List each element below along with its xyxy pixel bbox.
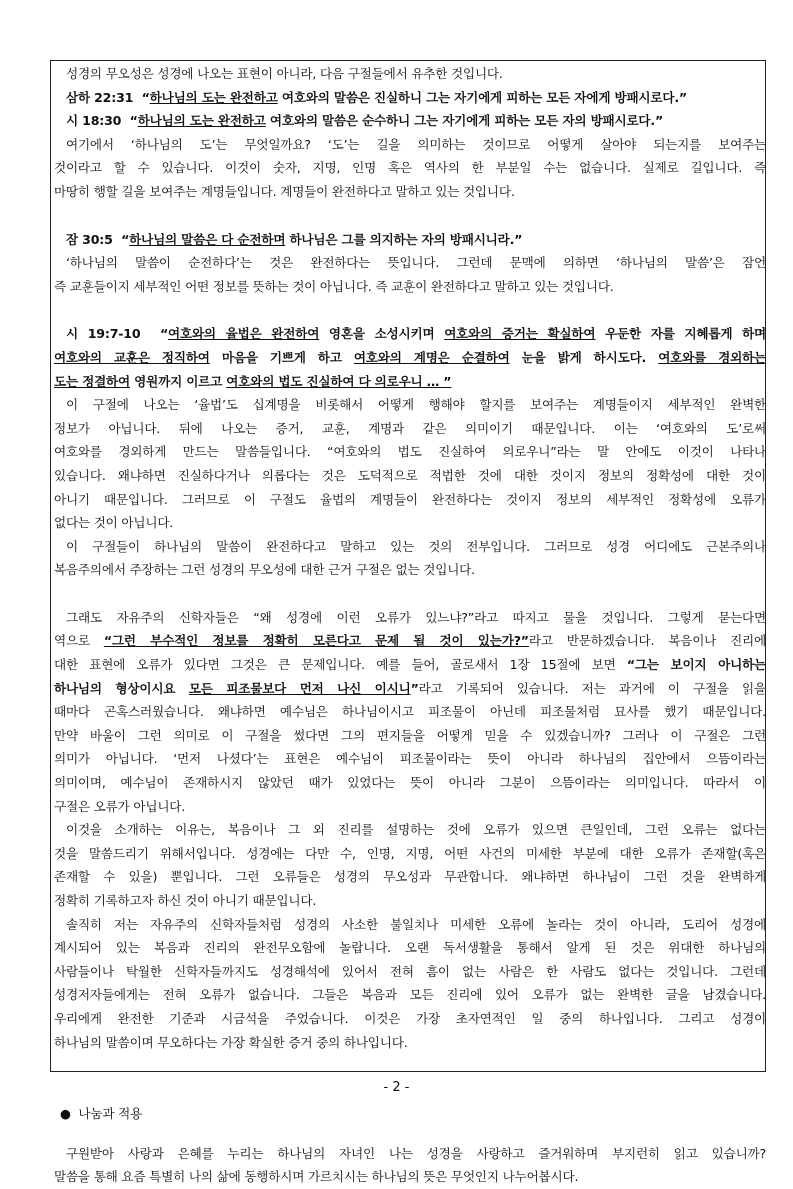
verse-ps-19-7-10-line1: 시 19:7-10 “여호와의 율법은 완전하여 영혼을 소성시키며 여호와의 증거는 확실하여 우둔한 자를 지혜롭게 하며	[66, 326, 766, 342]
page-number: - 2 -	[383, 1080, 410, 1095]
paragraph-line: 말씀을 통해 요즘 특별히 나의 삶에 동행하시며 가르치시는 하나님의 뜻은 무엇인지 나누어봅시다.	[54, 1169, 579, 1185]
paragraph-line: 아니기 때문입니다. 그러므로 이 구절도 율법의 계명들이 완전하다는 것이지 정보의 세부적인 정확성에 오류가	[54, 491, 766, 507]
paragraph-line: 의미이며, 예수님이 존재하시지 않았던 때가 있었다는 뜻이 아니라 그분이 으뜸이라는 의미입니다. 따라서 이	[54, 775, 766, 791]
paragraph-line: 하나님의 형상이시요 모든 피조물보다 먼저 나신 이시니”라고 기록되어 있습니다. 저는 과거에 이 구절을 읽을	[54, 680, 766, 696]
paragraph-line: 솔직히 저는 자유주의 신학자들처럼 성경의 사소한 불일치나 미세한 오류에 놀라는 것이 아니라, 도리어 성경에	[66, 916, 766, 932]
paragraph-line: ‘하나님의 말씀이 순전하다’는 것은 완전하다는 뜻입니다. 그런데 문맥에 의하면 ‘하나님의 말씀’은 잠언	[66, 255, 766, 271]
paragraph-line: 하나님의 말씀이며 무오하다는 가장 확실한 증거 중의 하나입니다.	[54, 1034, 408, 1050]
paragraph-line: 즉 교훈들이지 세부적인 어떤 정보를 뜻하는 것이 아닙니다. 즉 교훈이 완전하다고 말하고 있는 것입니다.	[54, 278, 614, 294]
paragraph-line: 그래도 자유주의 신학자들은 “왜 성경에 이런 오류가 있느냐?”라고 따지고 물을 것입니다. 그렇게 묻는다면	[66, 609, 766, 625]
paragraph-line: 여호와를 경외하게 만드는 말씀들입니다. “여호와의 법도 진실하여 의로우니”라는 말 안에도 이것이 나타나	[54, 444, 766, 460]
paragraph-line: 이 구절에 나오는 ‘율법’도 십계명을 비롯해서 어떻게 행해야 할지를 보여주는 계명들이지 세부적인 완벽한	[66, 397, 766, 413]
paragraph-line: 의미가 아닙니다. ‘먼저 나셨다’는 표현은 예수님이 피조물이라는 뜻이 아니라 하나님의 집안에서 으뜸이라는	[54, 751, 766, 767]
paragraph-line: 없다는 것이 아닙니다.	[54, 515, 174, 531]
paragraph-line: 것이라고 할 수 있습니다. 이것이 숫자, 지명, 인명 혹은 역사의 한 부분일 수는 없습니다. 실제로 길입니다. 즉	[54, 160, 766, 176]
paragraph-line: 복음주의에서 주장하는 그런 성경의 무오성에 대한 근거 구절은 없는 것입니다.	[54, 562, 475, 578]
paragraph-line: 우리에게 완전한 기준과 시금석을 주었습니다. 이것은 가장 초자연적인 일 중의 하나입니다. 그리고 성경이	[54, 1010, 766, 1026]
paragraph-line: 있습니다. 왜냐하면 진실하다거나 의롭다는 것은 도덕적으로 적법한 것에 대한 것이지 정보의 정확성에 대한 것이	[54, 467, 766, 483]
document-body	[54, 62, 766, 1189]
verse-2sam-22-31: 삼하 22:31 “하나님의 도는 완전하고 여호와의 말씀은 진실하니 그는 자기에게 피하는 모든 자에게 방패시로다.”	[66, 89, 687, 105]
verse-ps-18-30: 시 18:30 “하나님의 도는 완전하고 여호와의 말씀은 순수하니 그는 자기에게 피하는 모든 자의 방패시로다.”	[66, 113, 664, 129]
paragraph-line: 존재할 수 있을) 뿐입니다. 그런 오류들은 성경의 무오성과 무관합니다. 왜냐하면 하나님이 그런 것을 완벽하게	[54, 869, 766, 885]
verse-ps-19-7-10-line3: 도는 정결하여 영원까지 이르고 여호와의 법도 진실하여 다 의로우니 … ”	[54, 373, 452, 389]
paragraph-line: 정보가 아닙니다. 뒤에 나오는 증거, 교훈, 계명과 같은 의미이기 때문입니다. 이는 ‘여호와의 도’로써	[54, 420, 766, 436]
paragraph-line: 이것을 소개하는 이유는, 복음이나 그 외 진리를 설명하는 것에 오류가 있으면 큰일인데, 그런 오류는 없다는	[66, 822, 766, 838]
intro-line: 성경의 무오성은 성경에 나오는 표현이 아니라, 다음 구절들에서 유추한 것입니다.	[66, 66, 503, 81]
paragraph-line: 구절은 오류가 아닙니다.	[54, 798, 186, 814]
section-title: 나눔과 적용	[78, 1106, 143, 1122]
paragraph-line: 구원받아 사랑과 은혜를 누리는 하나님의 자녀인 나는 성경을 사랑하고 즐거워하며 부지런히 읽고 있습니까?	[66, 1145, 766, 1161]
paragraph-line: 계시되어 있는 복음과 진리의 완전무오함에 놀랍니다. 오랜 독서생활을 통해서 알게 된 것은 위대한 하나님의	[54, 940, 766, 956]
paragraph-line: 사람들이나 탁월한 신학자들까지도 성경해석에 있어서 전혀 흠이 없는 사람은 한 사람도 없다는 것입니다. 그런데	[54, 963, 766, 979]
paragraph-line: 여기에서 ‘하나님의 도’는 무엇일까요? ‘도’는 길을 의미하는 것이므로 어떻게 살아야 되는지를 보여주는	[66, 136, 766, 152]
verse-ps-19-7-10-line2: 여호와의 교훈은 정직하여 마음을 기쁘게 하고 여호와의 계명은 순결하여 눈을 밝게 하시도다. 여호와를 경외하는	[54, 349, 766, 365]
paragraph-line: 이 구절들이 하나님의 말씀이 완전하다고 말하고 있는 것의 전부입니다. 그러므로 성경 어디에도 근본주의나	[66, 538, 766, 554]
bullet-icon: ●	[60, 1106, 71, 1122]
section-heading	[54, 1102, 766, 1126]
paragraph-line: 정확히 기록하고자 하신 것이 아니기 때문입니다.	[54, 893, 317, 908]
verse-prov-30-5: 잠 30:5 “하나님의 말씀은 다 순전하며 하나님은 그를 의지하는 자의 방패시니라.”	[66, 231, 523, 247]
paragraph-line: 때마다 곤혹스러웠습니다. 왜냐하면 예수님은 하나님이시고 피조물이 아닌데 피조물처럼 묘사를 했기 때문입니다.	[54, 704, 766, 720]
paragraph-line: 성경저자들에게는 전혀 오류가 없습니다. 그들은 복음과 모든 진리에 있어 오류가 없는 완벽한 글을 남겼습니다.	[54, 987, 766, 1003]
paragraph-line: 것을 말씀드리기 위해서입니다. 성경에는 다만 수, 인명, 지명, 어떤 사건의 미세한 부분에 대한 오류가 존재할(혹은	[54, 845, 766, 861]
paragraph-line: 역으로 “그런 부수적인 정보를 정확히 모른다고 문제 될 것이 있는가?”라고 반문하겠습니다. 복음이나 진리에	[54, 633, 766, 649]
paragraph-line: 마땅히 행할 길을 보여주는 계명들입니다. 계명들이 완전하다고 말하고 있는 것입니다.	[54, 183, 515, 199]
paragraph-line: 만약 바울이 그런 의미로 이 구절을 썼다면 그의 편지들을 어떻게 믿을 수 있겠습니까? 그러나 이 구절은 그런	[54, 727, 766, 743]
paragraph-line: 대한 표현에 오류가 있다면 그것은 큰 문제입니다. 예를 들어, 골로새서 1장 15절에 보면 “그는 보이지 아니하는	[54, 657, 766, 673]
